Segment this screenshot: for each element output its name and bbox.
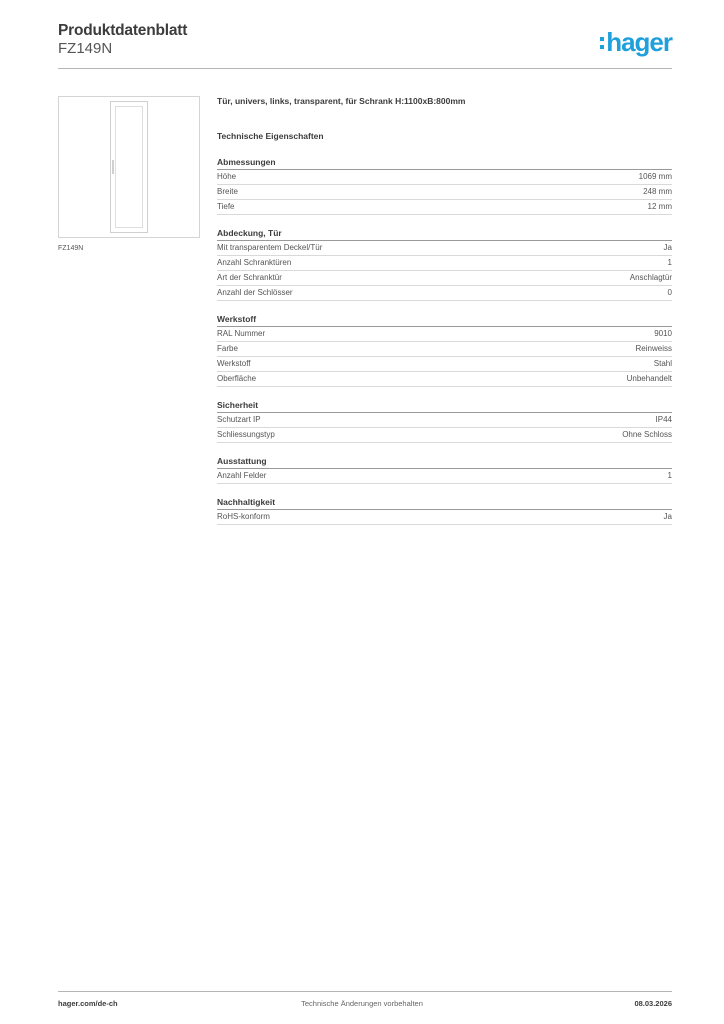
footer-date: 08.03.2026: [634, 999, 672, 1008]
spec-value: Ja: [663, 512, 672, 521]
spec-row: [217, 469, 672, 484]
section-title: Ausstattung: [217, 455, 672, 469]
spec-row: [217, 170, 672, 185]
spec-value: Reinweiss: [635, 344, 672, 353]
spec-value: Stahl: [653, 359, 672, 368]
page-header: [58, 22, 672, 68]
spec-section: [217, 227, 672, 301]
technical-properties-heading: Technische Eigenschaften: [217, 131, 324, 141]
logo-text: hager: [606, 27, 672, 57]
spec-value: 1069 mm: [638, 172, 672, 181]
spec-sections: [217, 156, 672, 525]
spec-section: [217, 496, 672, 525]
spec-value: IP44: [655, 415, 672, 424]
footer-notice: Technische Änderungen vorbehalten: [301, 999, 423, 1008]
spec-label: RoHS-konform: [217, 512, 270, 521]
spec-value: 1: [667, 471, 672, 480]
spec-label: Mit transparentem Deckel/Tür: [217, 243, 323, 252]
spec-value: 9010: [654, 329, 672, 338]
spec-value: 12 mm: [647, 202, 672, 211]
spec-row: [217, 342, 672, 357]
spec-row: [217, 413, 672, 428]
product-description: Tür, univers, links, transparent, für Schrank H:1100xB:800mm: [217, 96, 466, 106]
spec-section: [217, 313, 672, 387]
spec-value: Anschlagtür: [629, 273, 672, 282]
spec-value: 0: [667, 288, 672, 297]
spec-label: Farbe: [217, 344, 238, 353]
spec-label: Schliessungstyp: [217, 430, 275, 439]
spec-row: [217, 200, 672, 215]
spec-section: [217, 156, 672, 215]
spec-value: 248 mm: [643, 187, 672, 196]
document-title: Produktdatenblatt: [58, 22, 188, 39]
spec-label: Breite: [217, 187, 238, 196]
section-title: Abmessungen: [217, 156, 672, 170]
spec-section: [217, 455, 672, 484]
product-image-caption: FZ149N: [58, 245, 84, 252]
hager-logo: [600, 28, 672, 56]
spec-value: Ja: [663, 243, 672, 252]
spec-label: RAL Nummer: [217, 329, 266, 338]
section-title: Werkstoff: [217, 313, 672, 327]
spec-value: Ohne Schloss: [622, 430, 672, 439]
product-image: [58, 96, 200, 238]
spec-label: Anzahl Felder: [217, 471, 267, 480]
specifications: [217, 96, 672, 525]
spec-label: Schutzart IP: [217, 415, 261, 424]
spec-row: [217, 357, 672, 372]
spec-row: [217, 428, 672, 443]
spec-row: [217, 256, 672, 271]
spec-row: [217, 286, 672, 301]
footer-divider: [58, 991, 672, 992]
spec-label: Höhe: [217, 172, 237, 181]
spec-row: [217, 241, 672, 256]
spec-label: Anzahl der Schlösser: [217, 288, 293, 297]
spec-row: [217, 372, 672, 387]
door-illustration: [110, 101, 148, 233]
header-divider: [58, 68, 672, 69]
spec-row: [217, 510, 672, 525]
footer-website[interactable]: hager.com/de-ch: [58, 999, 118, 1008]
product-code: FZ149N: [58, 40, 113, 57]
spec-row: [217, 185, 672, 200]
section-title: Nachhaltigkeit: [217, 496, 672, 510]
logo-dots-icon: [600, 37, 604, 49]
spec-section: [217, 399, 672, 443]
spec-label: Werkstoff: [217, 359, 251, 368]
spec-value: 1: [667, 258, 672, 267]
spec-value: Unbehandelt: [626, 374, 672, 383]
spec-label: Art der Schranktür: [217, 273, 282, 282]
spec-label: Tiefe: [217, 202, 235, 211]
spec-label: Anzahl Schranktüren: [217, 258, 292, 267]
spec-label: Oberfläche: [217, 374, 257, 383]
section-title: Abdeckung, Tür: [217, 227, 672, 241]
spec-row: [217, 327, 672, 342]
spec-row: [217, 271, 672, 286]
section-title: Sicherheit: [217, 399, 672, 413]
